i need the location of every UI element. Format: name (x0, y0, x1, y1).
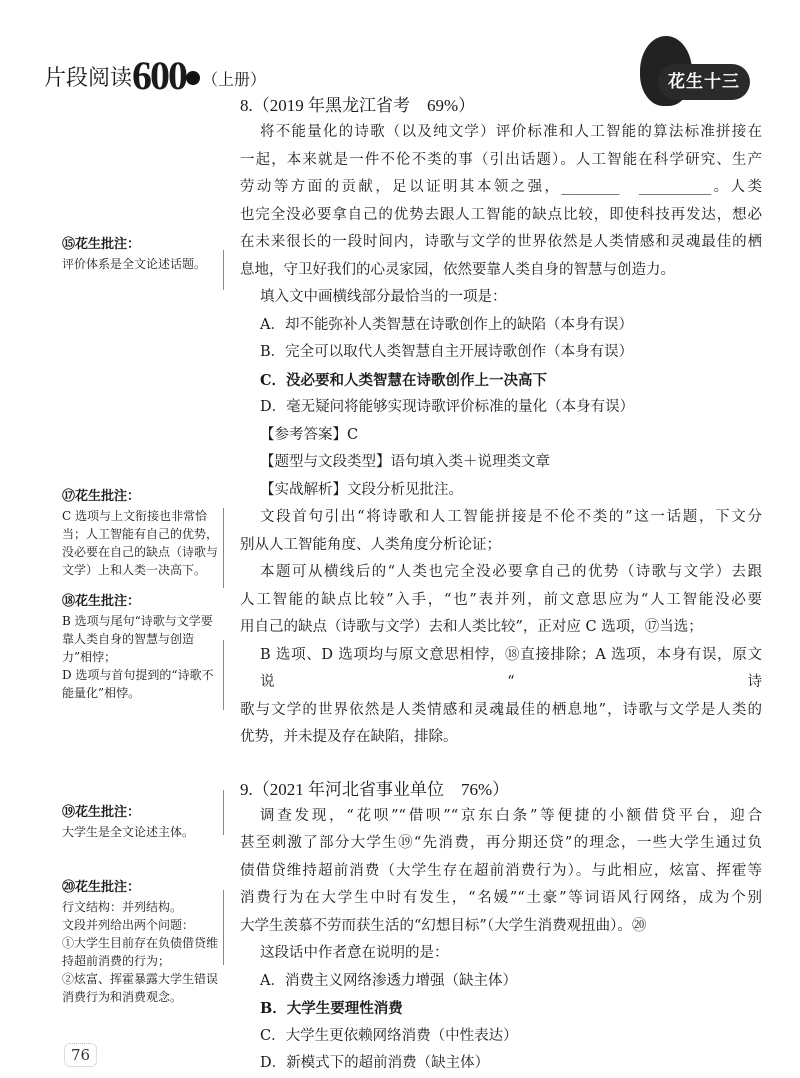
note-text: ①大学生目前存在负债借贷维持超前消费的行为； (62, 936, 219, 968)
text-line: 填入文中画横线部分最恰当的一项是： (260, 289, 507, 305)
book-header (44, 52, 266, 99)
text-line: 别从人工智能角度、人类角度分析论证； (240, 536, 501, 553)
text-line: D．毫无疑问将能够实现诗歌评价标准的量化（本身有误） (260, 399, 635, 415)
book-title-number: 600 (132, 53, 187, 98)
note-text: B 选项与尾句“诗歌与文学要靠人类自身的智慧与创造力”相悖； (62, 614, 213, 664)
note-text: ②炫富、挥霍暴露大学生错误消费行为和消费观念。 (62, 972, 219, 1004)
text-line: B 选项、D 选项均与原文意思相悖，⑱直接排除；A 选项，本身有误，原文说“诗 (260, 646, 762, 690)
question-spacer (240, 752, 762, 776)
text-line: 这段话中作者意在说明的是： (260, 945, 449, 961)
text-line: 一起，本来就是一件不伦不类的事（引出话题）。人工智能在科学研究、生产 (240, 151, 762, 168)
text-line: 人工智能的缺点比较”入手，“也”表并列，前文意思应为“人工智能没必要 (240, 591, 762, 608)
text-line: 【实战解析】文段分析见批注。 (260, 481, 463, 498)
book-title: 片段阅读 (44, 66, 133, 91)
note-text: 行文结构：并列结构。 (62, 900, 183, 914)
note-title: ⑮花生批注： (62, 237, 141, 252)
text-line: A．却不能弥补人类智慧在诗歌创作上的缺陷（本身有误） (260, 316, 633, 333)
margin-divider (223, 890, 224, 965)
title-unit-badge (186, 71, 200, 85)
note-text: 大学生是全文论述主体。 (62, 825, 195, 839)
text-line: 用自己的缺点（诗歌与文学）去和人类比较”，正对应 C 选项，⑰当选； (240, 619, 703, 635)
text-line: D．新模式下的超前消费（缺主体） (260, 1055, 490, 1071)
text-line: 优势，并未提及存在缺陷，排除。 (240, 729, 458, 745)
note-text: 文段并列给出两个问题： (62, 918, 195, 932)
text-line: 文段首句引出“将诗歌和人工智能拼接是不伦不类的”这一话题，下文分 (260, 509, 762, 525)
margin-note-15 (62, 236, 222, 273)
margin-note-17 (62, 488, 222, 579)
question-8-title: 8.（2019 年黑龙江省考 69%） (240, 96, 476, 115)
page-number: 76 (64, 1043, 97, 1067)
text-line: B．完全可以取代人类智慧自主开展诗歌创作（本身有误） (260, 344, 634, 360)
text-line: 本题可从横线后的“人类也完全没必要拿自己的优势（诗歌与文学）去跟 (260, 564, 762, 580)
text-line: 甚至刺激了部分大学生⑲“先消费，再分期还贷”的理念，一些大学生通过负 (240, 835, 762, 851)
note-text: C 选项与上文衔接也非常恰当；人工智能有自己的优势，没必要在自己的缺点（诗歌与文学）上和人类一决高下。 (62, 509, 219, 577)
text-line: B．大学生要理性消费 (260, 1000, 403, 1017)
text-line: 调查发现，“花呗”“借呗”“京东白条”等便捷的小额借贷平台，迎合 (260, 807, 762, 824)
margin-note-19 (62, 804, 222, 841)
text-line: A．消费主义网络渗透力增强（缺主体） (260, 972, 517, 989)
text-line: 【题型与文段类型】语句填入类＋说理类文章 (260, 454, 550, 470)
main-column (240, 92, 762, 1078)
margin-note-18 (62, 593, 222, 702)
note-title: ⑳花生批注： (62, 880, 141, 895)
margin-divider (223, 250, 224, 290)
note-text: 评价体系是全文论述话题。 (62, 257, 207, 271)
note-title: ⑱花生批注： (62, 594, 141, 609)
question-9-body (240, 803, 762, 1078)
note-text: D 选项与首句提到的“诗歌不能量化”相悖。 (62, 668, 214, 700)
text-line: 息地，守卫好我们的心灵家园，依然要靠人类自身的智慧与创造力。 (240, 261, 675, 278)
margin-divider (223, 640, 224, 710)
text-line: C．没必要和人类智慧在诗歌创作上一决高下 (260, 371, 548, 389)
text-line: 将不能量化的诗歌（以及纯文学）评价标准和人工智能的算法标准拼接在 (260, 124, 762, 140)
question-9-title: 9.（2021 年河北省事业单位 76%） (240, 779, 510, 799)
text-line: 劳动等方面的贡献，足以证明其本领之强，________ __________。人类 (240, 179, 762, 195)
note-title: ⑲花生批注： (62, 805, 141, 820)
text-line: C．大学生更依赖网络消费（中性表达） (260, 1027, 518, 1044)
text-line: 消费行为在大学生中时有发生，“名媛”“土豪”等词语风行网络，成为个别 (240, 890, 762, 906)
logo-text: 花生十三 (658, 64, 750, 100)
text-line: 在未来很长的一段时间内，诗歌与文学的世界依然是人类情感和灵魂最佳的栖 (240, 234, 762, 250)
text-line: 也完全没必要拿自己的优势去跟人工智能的缺点比较，即使科技再发达，想必 (240, 206, 762, 223)
text-line: 歌与文学的世界依然是人类情感和灵魂最佳的栖息地”，诗歌与文学是人类的 (240, 701, 762, 718)
text-line: 债借贷维持超前消费（大学生存在超前消费行为）。与此相应，炫富、挥霍等 (240, 862, 762, 879)
question-8-body (240, 119, 762, 752)
margin-note-20 (62, 879, 222, 1006)
text-line: 大学生羡慕不劳而获生活的“幻想目标”（大学生消费观扭曲）。⑳ (240, 917, 647, 934)
margin-divider (223, 790, 224, 835)
note-title: ⑰花生批注： (62, 489, 141, 504)
margin-divider (223, 508, 224, 588)
text-line: 【参考答案】C (260, 426, 359, 443)
book-volume: （上册） (202, 70, 267, 89)
